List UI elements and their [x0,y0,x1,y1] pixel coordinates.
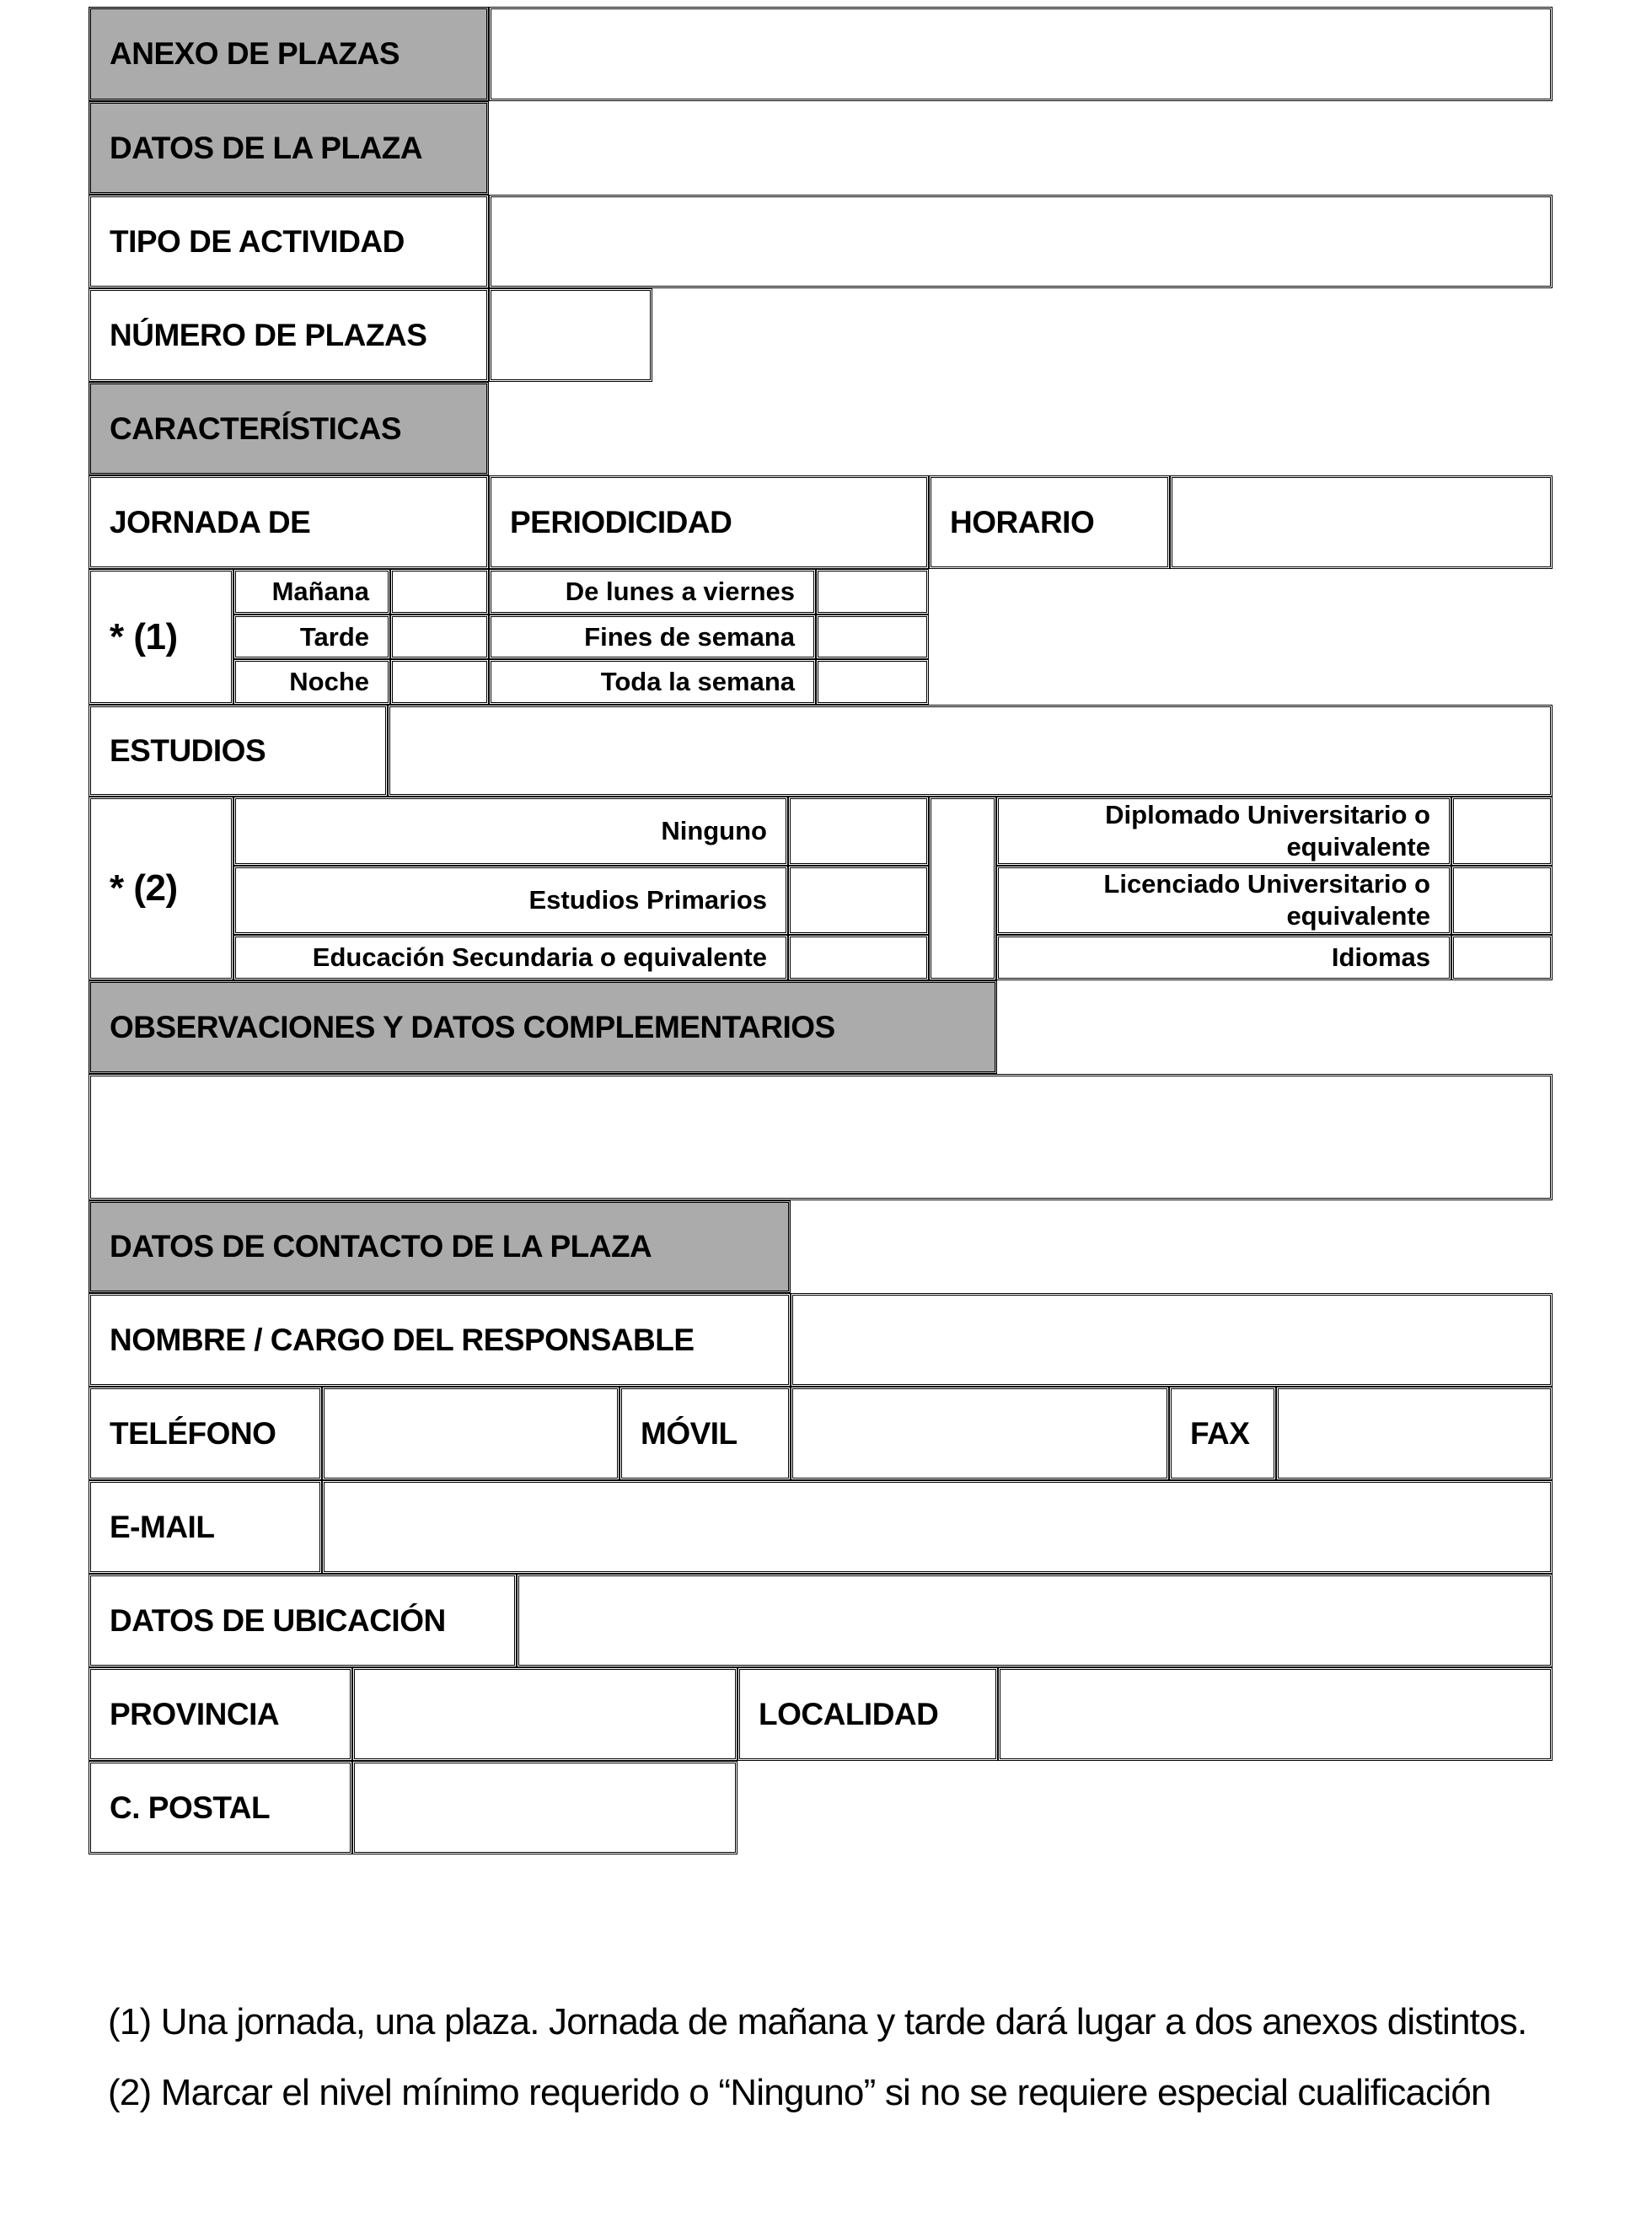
jornada-de-label: JORNADA DE [88,475,489,569]
localidad-input[interactable] [998,1667,1553,1761]
fax-label: FAX [1169,1387,1276,1480]
periodicidad-option-lunes-viernes: De lunes a viernes [489,569,816,615]
jornada-checkbox-manana[interactable] [390,569,489,615]
telefono-input[interactable] [322,1387,620,1480]
estudios-label: ESTUDIOS [88,705,388,797]
observaciones-heading: OBSERVACIONES Y DATOS COMPLEMENTARIOS [88,980,997,1074]
estudios-checkbox-idiomas[interactable] [1451,935,1553,980]
movil-label: MÓVIL [620,1387,791,1480]
localidad-label: LOCALIDAD [738,1667,998,1761]
periodicidad-checkbox-fines-semana[interactable] [816,615,929,659]
datos-ubicacion-label: DATOS DE UBICACIÓN [88,1574,517,1667]
estudios-checkbox-diplomado[interactable] [1451,797,1553,866]
jornada-checkbox-noche[interactable] [390,659,489,705]
footnote-2: (2) Marcar el nivel mínimo requerido o “Ninguno” si no se requiere especial cualificación [108,2072,1491,2113]
estudios-option-primarios: Estudios Primarios [233,866,788,935]
estudios-input[interactable] [388,705,1553,797]
caracteristicas-heading: CARACTERÍSTICAS [88,382,489,475]
periodicidad-option-fines-semana: Fines de semana [489,615,816,659]
fax-input[interactable] [1276,1387,1553,1480]
jornada-checkbox-tarde[interactable] [390,615,489,659]
periodicidad-checkbox-toda-semana[interactable] [816,659,929,705]
estudios-option-secundaria: Educación Secundaria o equivalente [233,935,788,980]
provincia-input[interactable] [352,1667,738,1761]
datos-contacto-heading: DATOS DE CONTACTO DE LA PLAZA [88,1200,791,1293]
movil-input[interactable] [791,1387,1169,1480]
nombre-cargo-input[interactable] [791,1293,1553,1387]
tipo-actividad-input[interactable] [489,195,1553,288]
observaciones-textarea[interactable] [88,1074,1553,1200]
estudios-checkbox-secundaria[interactable] [788,935,929,980]
estudios-option-diplomado: Diplomado Universitario o equivalente [996,797,1451,866]
marker-2: * (2) [88,797,233,980]
nombre-cargo-label: NOMBRE / CARGO DEL RESPONSABLE [88,1293,791,1387]
horario-label: HORARIO [929,475,1170,569]
numero-plazas-label: NÚMERO DE PLAZAS [88,288,489,382]
codigo-postal-input[interactable] [352,1761,738,1854]
numero-plazas-input[interactable] [489,288,652,382]
jornada-option-noche: Noche [233,659,390,705]
estudios-option-ninguno: Ninguno [233,797,788,866]
jornada-option-manana: Mañana [233,569,390,615]
estudios-option-licenciado: Licenciado Universitario o equivalente [996,866,1451,935]
anexo-input[interactable] [489,7,1553,101]
tipo-actividad-label: TIPO DE ACTIVIDAD [88,195,489,288]
datos-ubicacion-input[interactable] [517,1574,1553,1667]
estudios-checkbox-primarios[interactable] [788,866,929,935]
email-input[interactable] [322,1480,1553,1574]
datos-plaza-heading: DATOS DE LA PLAZA [88,101,489,195]
email-label: E-MAIL [88,1480,322,1574]
horario-input[interactable] [1170,475,1553,569]
footnote-1: (1) Una jornada, una plaza. Jornada de mañana y tarde dará lugar a dos anexos distintos. [108,2001,1527,2042]
estudios-checkbox-licenciado[interactable] [1451,866,1553,935]
marker-1: * (1) [88,569,233,705]
provincia-label: PROVINCIA [88,1667,352,1761]
jornada-option-tarde: Tarde [233,615,390,659]
estudios-checkbox-ninguno[interactable] [788,797,929,866]
periodicidad-checkbox-lunes-viernes[interactable] [816,569,929,615]
anexo-title: ANEXO DE PLAZAS [88,7,489,101]
telefono-label: TELÉFONO [88,1387,322,1480]
codigo-postal-label: C. POSTAL [88,1761,352,1854]
estudios-option-idiomas: Idiomas [996,935,1451,980]
periodicidad-option-toda-semana: Toda la semana [489,659,816,705]
estudios-spacer-cell [929,797,996,980]
periodicidad-label: PERIODICIDAD [489,475,929,569]
